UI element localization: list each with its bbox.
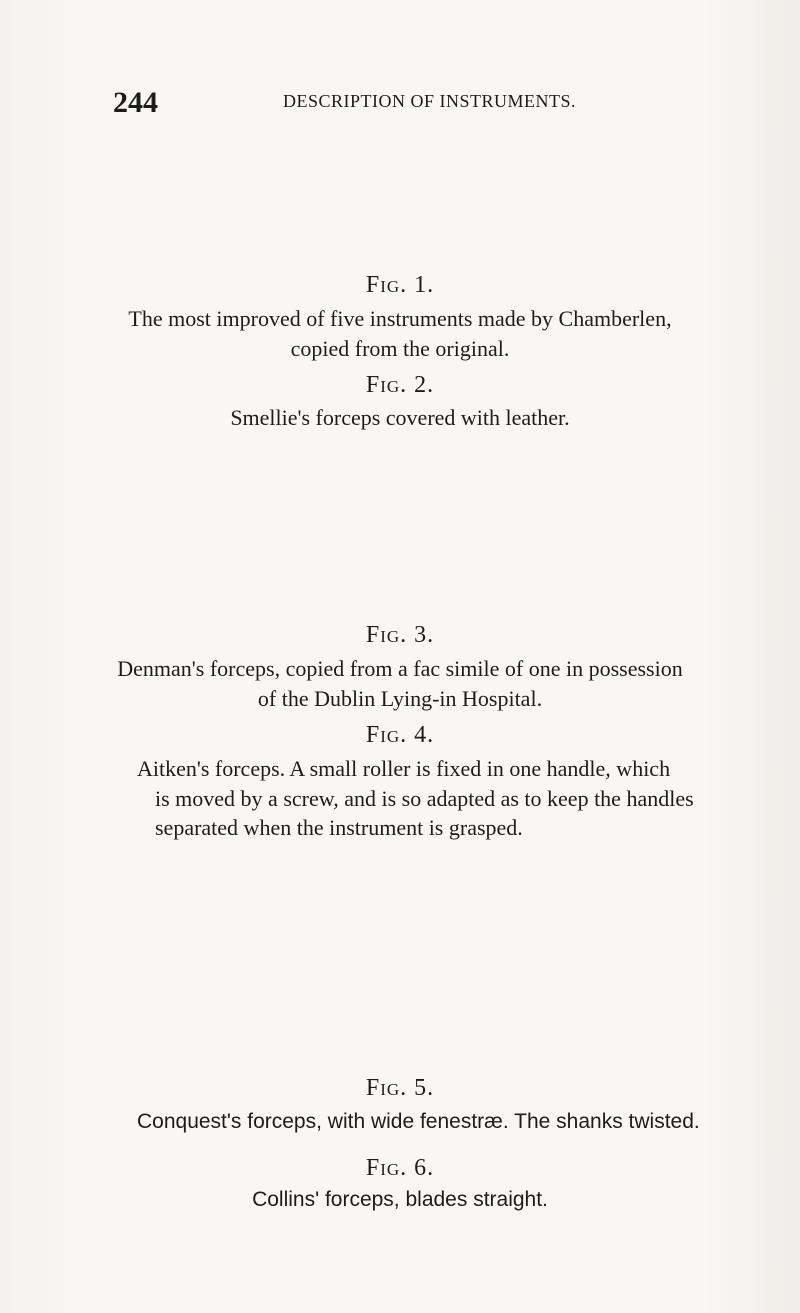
fig-1-caption-line-2: copied from the original.: [290, 336, 510, 361]
fig-1-caption-line-1: The most improved of five instruments made by Chamberlen,: [128, 306, 672, 331]
fig-4-caption: [137, 754, 737, 843]
page-number: 244: [113, 86, 158, 119]
fig-4-caption-line-3: separated when the instrument is grasped.: [155, 815, 523, 840]
fig-5-caption-line-1: Conquest's forceps, with wide fenestræ. The shanks twisted.: [137, 1110, 700, 1133]
fig-6-caption-line-1: Collins' forceps, blades straight.: [252, 1188, 548, 1211]
fig-3-caption-line-1: Denman's forceps, copied from a fac simile of one in possession: [117, 656, 683, 681]
fig-2-heading: Fig. 2.: [365, 372, 435, 398]
fig-3-heading: Fig. 3.: [365, 622, 435, 648]
running-title: DESCRIPTION OF INSTRUMENTS.: [283, 91, 577, 111]
fig-2-caption-line-1: Smellie's forceps covered with leather.: [230, 405, 570, 430]
fig-4-caption-line-2: is moved by a screw, and is so adapted as to keep the handles: [155, 785, 694, 811]
fig-4-caption-line-1: Aitken's forceps. A small roller is fixed in one handle, which: [137, 756, 671, 781]
fig-3-caption-line-2: of the Dublin Lying-in Hospital.: [257, 686, 543, 711]
fig-6-heading: Fig. 6.: [365, 1155, 435, 1181]
fig-5-heading: Fig. 5.: [365, 1075, 435, 1101]
fig-1-heading: Fig. 1.: [365, 272, 435, 298]
fig-4-heading: Fig. 4.: [365, 722, 435, 748]
